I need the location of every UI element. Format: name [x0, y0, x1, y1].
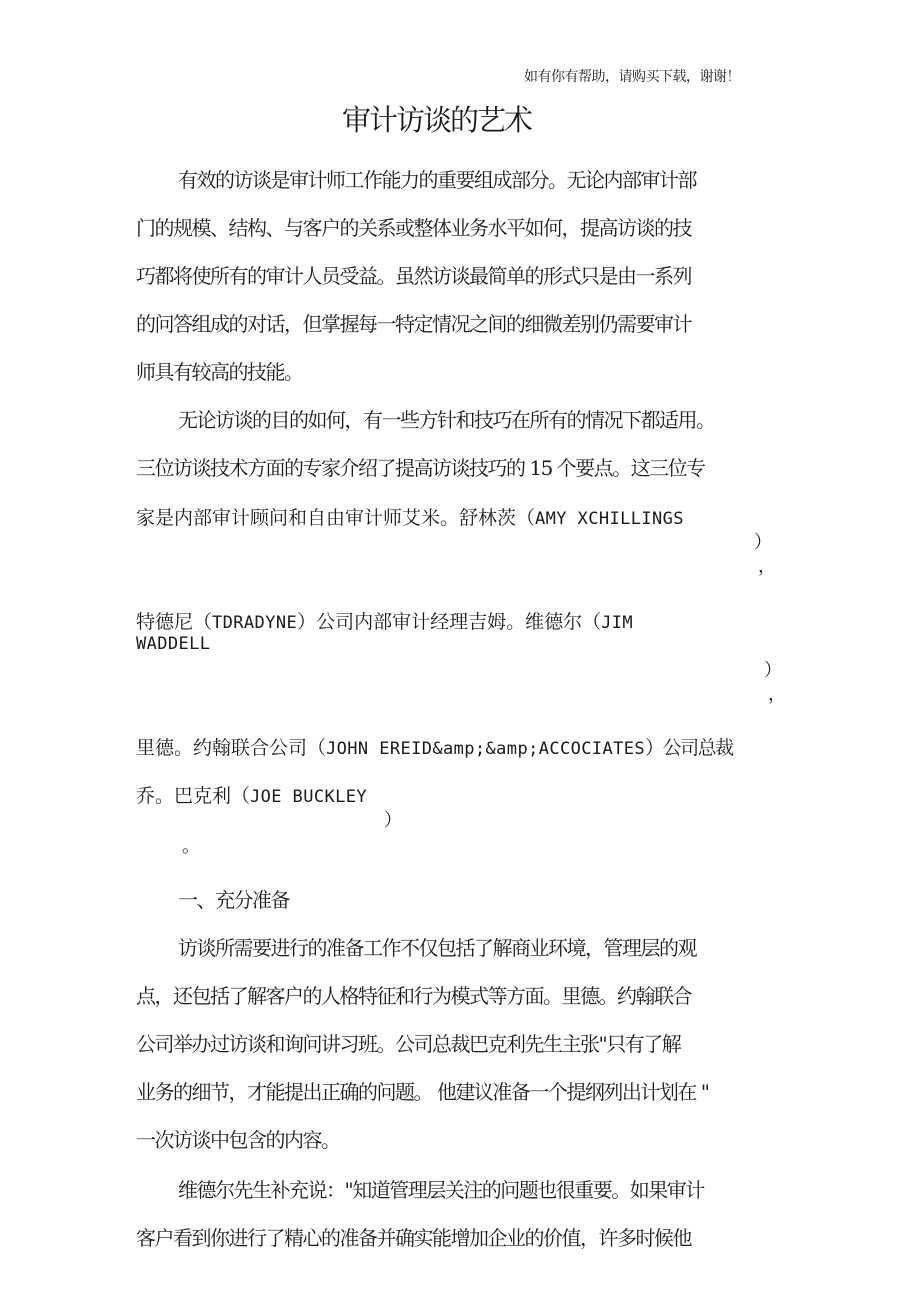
experts-line-2-comma: ， — [768, 684, 786, 705]
experts-line-1 — [136, 506, 684, 531]
experts-line-2-mid: ）公司内部审计经理吉姆。维德尔（ — [297, 611, 602, 633]
experts-line-4-period: 。 — [182, 836, 200, 857]
p1-line-4: 的问答组成的对话，但掌握每一特定情况之间的细微差别仍需要审计 — [136, 312, 691, 336]
experts-line-4-cn: 乔。巴克利（ — [136, 785, 251, 807]
p3-line-1: 访谈所需要进行的准备工作不仅包括了解商业环境，管理层的观 — [178, 936, 696, 960]
p2-line-2: 三位访谈技术方面的专家介绍了提高访谈技巧的 15 个要点。这三位专 — [136, 456, 705, 480]
experts-line-4-en: JOE BUCKLEY — [250, 787, 367, 807]
p1-line-1: 有效的访谈是审计师工作能力的重要组成部分。无论内部审计部 — [178, 168, 696, 192]
experts-line-4-close: ） — [384, 810, 402, 831]
p3-line-4: 业务的细节，才能提出正确的问题。 他建议准备一个提纲列出计划在 " — [136, 1080, 709, 1104]
experts-line-3-tail: ）公司总裁 — [645, 737, 733, 759]
p1-line-3: 巧都将使所有的审计人员受益。虽然访谈最简单的形式只是由一系列 — [136, 264, 691, 288]
experts-line-2-en: TDRADYNE — [212, 613, 298, 633]
header-note: 如有你有帮助，请购买下载，谢谢！ — [524, 69, 740, 85]
p1-line-5: 师具有较高的技能。 — [136, 360, 303, 384]
experts-line-2-close: ） — [764, 660, 782, 681]
p2-line-1: 无论访谈的目的如何，有一些方针和技巧在所有的情况下都适用。 — [178, 408, 715, 432]
experts-line-4 — [136, 784, 367, 809]
experts-line-3-cn: 里德。约翰联合公司（ — [136, 737, 327, 759]
experts-line-1-en: AMY XCHILLINGS — [535, 509, 684, 529]
experts-line-1-comma: ， — [758, 556, 776, 577]
experts-line-2-en2: JIM — [601, 613, 634, 633]
experts-line-1-cn: 家是内部审计顾问和自由审计师艾米。舒林茨（ — [136, 507, 536, 529]
p3-line-2: 点，还包括了解客户的人格特征和行为模式等方面。里德。约翰联合 — [136, 984, 691, 1008]
experts-line-2 — [136, 610, 633, 635]
p1-line-2: 门的规模、结构、与客户的关系或整体业务水平如何，提高访谈的技 — [136, 216, 691, 240]
section-1-heading: 一、充分准备 — [178, 888, 289, 912]
experts-line-3-en: JOHN EREID&amp;&amp;ACCOCIATES — [326, 739, 646, 759]
experts-line-2b: WADDELL — [136, 634, 211, 654]
experts-line-2-cn: 特德尼（ — [136, 611, 213, 633]
document-title: 审计访谈的艺术 — [342, 103, 532, 137]
experts-line-3 — [136, 736, 733, 761]
p3-line-3: 公司举办过访谈和询问讲习班。公司总裁巴克利先生主张"只有了解 — [136, 1032, 681, 1056]
p4-line-2: 客户看到你进行了精心的准备并确实能增加企业的价值，许多时候他 — [136, 1226, 691, 1250]
p4-line-1: 维德尔先生补充说："知道管理层关注的问题也很重要。如果审计 — [178, 1178, 704, 1202]
experts-line-1-close: ） — [754, 532, 772, 553]
p3-line-5: 一次访谈中包含的内容。 — [136, 1128, 340, 1152]
